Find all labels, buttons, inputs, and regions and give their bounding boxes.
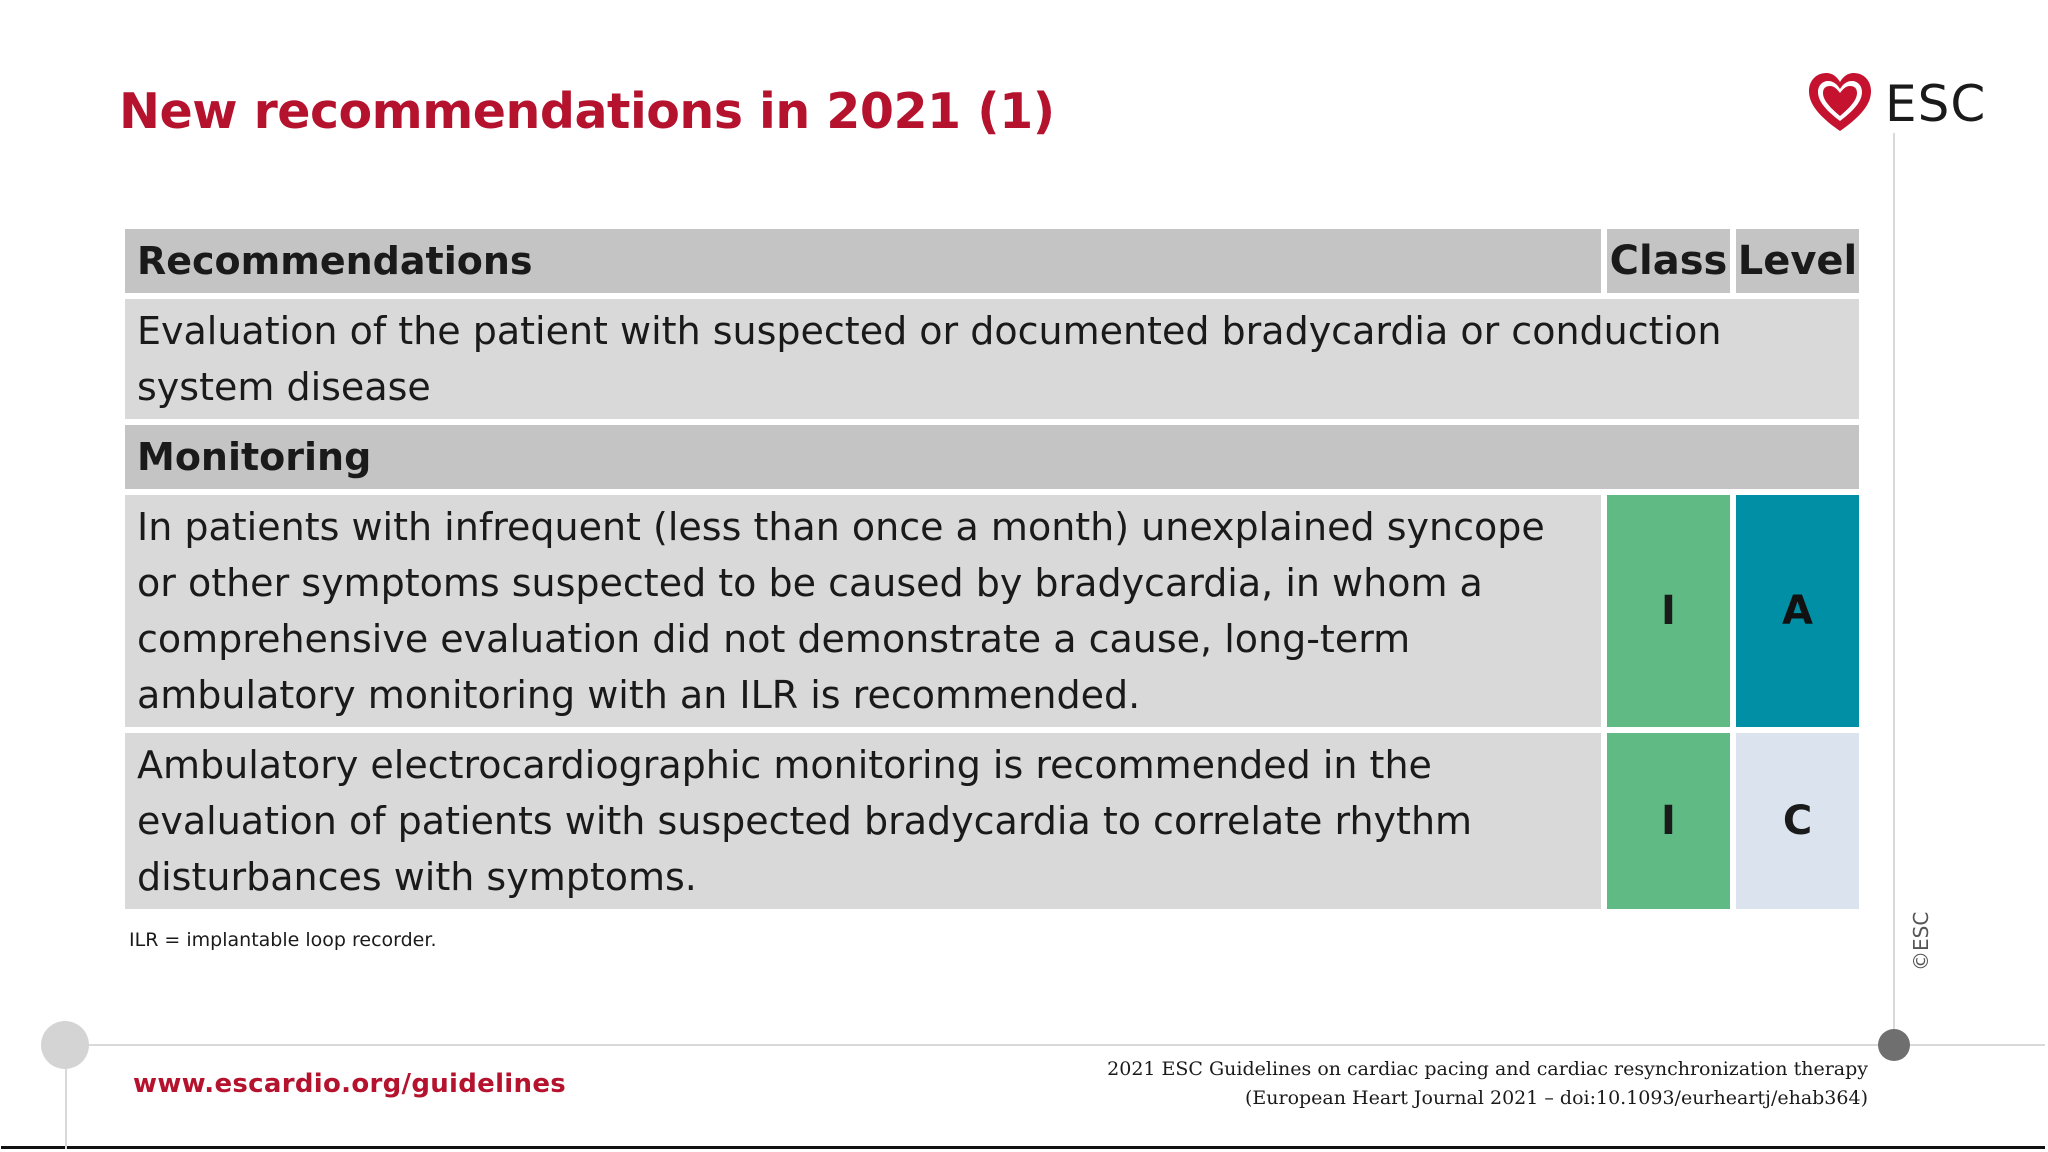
decorative-dot-right	[1878, 1029, 1910, 1061]
table-header-row	[125, 229, 1859, 293]
context-text: Evaluation of the patient with suspected or documented bradycardia or conduction system disease	[125, 299, 1859, 419]
section-row	[125, 425, 1859, 489]
copyright-label: ©ESC	[1909, 911, 1933, 971]
table-row	[125, 495, 1859, 727]
divider-horizontal	[67, 1044, 2045, 1046]
recommendations-table	[125, 229, 1859, 915]
citation-line-2: (European Heart Journal 2021 – doi:10.1093/eurheartj/ehab364)	[1244, 1087, 1868, 1109]
decorative-dot-left	[41, 1021, 89, 1069]
recommendation-text: Ambulatory electrocardiographic monitoring is recommended in the evaluation of patients with suspected bradycardia to correlate rhythm disturbances with symptoms.	[125, 733, 1601, 909]
logo-text: ESC	[1885, 75, 1987, 133]
citation	[1107, 1055, 1868, 1113]
esc-logo	[1807, 71, 1987, 141]
footnote: ILR = implantable loop recorder.	[129, 929, 437, 951]
class-badge: I	[1607, 495, 1730, 727]
slide	[1, 1, 2045, 1149]
heart-icon	[1807, 71, 1873, 137]
context-row	[125, 299, 1859, 419]
slide-title: New recommendations in 2021 (1)	[119, 83, 1055, 140]
table-row	[125, 733, 1859, 909]
header-class: Class	[1607, 229, 1730, 293]
level-badge: C	[1736, 733, 1859, 909]
citation-line-1: 2021 ESC Guidelines on cardiac pacing and cardiac resynchronization therapy	[1107, 1058, 1868, 1080]
recommendation-text: In patients with infrequent (less than once a month) unexplained syncope or other symptoms suspected to be caused by bradycardia, in whom a comprehensive evaluation did not demonstrate a cause, long-term ambulatory monitoring with an ILR is recommended.	[125, 495, 1601, 727]
divider-vertical	[1893, 133, 1895, 1045]
section-title: Monitoring	[125, 425, 1859, 489]
level-badge: A	[1736, 495, 1859, 727]
class-badge: I	[1607, 733, 1730, 909]
header-recommendations: Recommendations	[125, 229, 1601, 293]
header-level: Level	[1736, 229, 1859, 293]
guidelines-link[interactable]: www.escardio.org/guidelines	[133, 1069, 567, 1099]
